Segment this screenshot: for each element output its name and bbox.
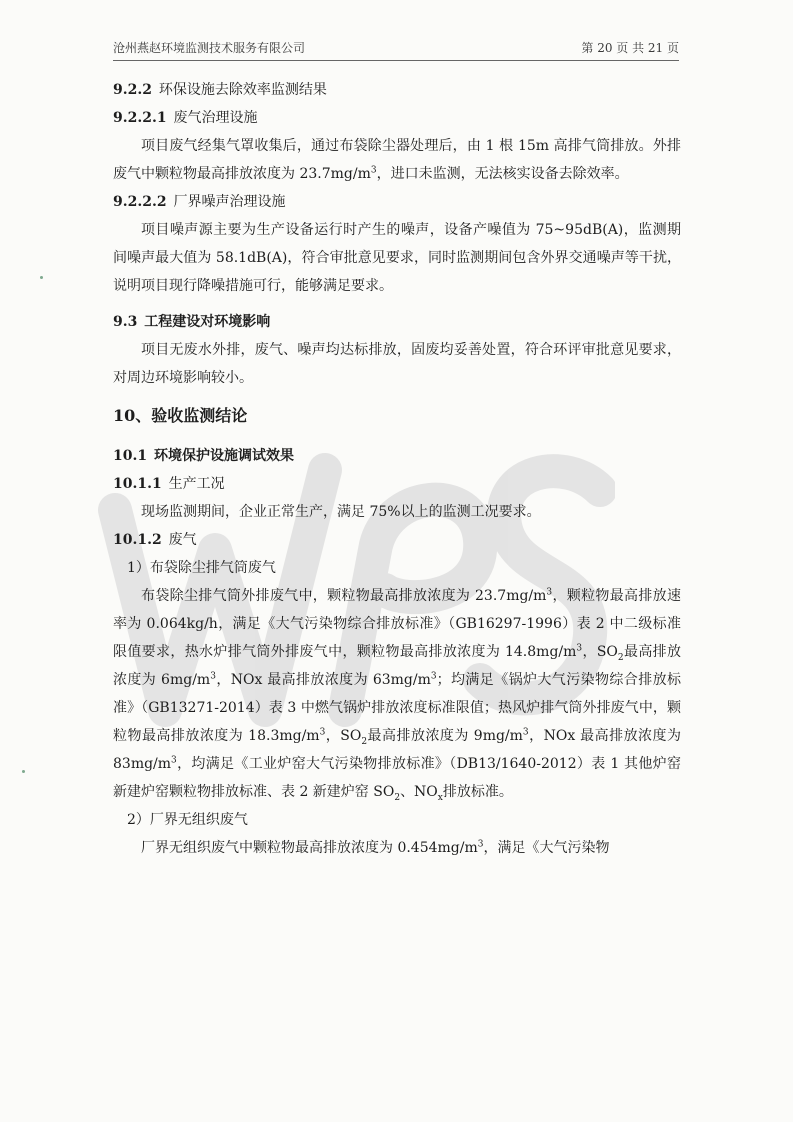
heading-title: 生产工况: [168, 476, 225, 492]
paragraph-exhaust-treatment: 项目废气经集气罩收集后，通过布袋除尘器处理后，由 1 根 15m 高排气筒排放。外排废气中颗粒物最高排放浓度为 $23.7mg/m^3$，进口未监测，无法核实设备去除效率。: [113, 138, 681, 182]
heading-number: 9.2.2.1: [113, 110, 167, 126]
paragraph-noise-treatment: 项目噪声源主要为生产设备运行时产生的噪声，设备产噪值为 75~95dB(A)，监测期间噪声最大值为 58.1dB(A)，符合审批意见要求，同时监测期间包含外界交通噪声等干扰，说明项目现行降噪措施可行，能够满足要求。: [113, 222, 681, 294]
heading-number: 10.1: [113, 448, 148, 464]
heading-title: 废气: [168, 532, 197, 548]
heading-10-1-1: [113, 470, 681, 498]
heading-number: 9.2.2.2: [113, 194, 167, 210]
paragraph-environment-impact: 项目无废水外排，废气、噪声均达标排放，固废均妥善处置，符合环评审批意见要求，对周边环境影响较小。: [113, 342, 681, 386]
list-item-fugitive-title: 2）厂界无组织废气: [127, 812, 248, 828]
scan-speck: [22, 770, 25, 773]
heading-number: 9.2.2: [113, 82, 152, 98]
heading-title: 环境保护设施调试效果: [153, 448, 294, 464]
page-header: [113, 36, 679, 61]
heading-9-2-2: [113, 76, 681, 104]
header-page-number: 第 20 页 共 21 页: [581, 41, 679, 55]
heading-title: 工程建设对环境影响: [144, 314, 271, 330]
list-item-baghouse-title: 1）布袋除尘排气筒废气: [127, 560, 276, 576]
scan-speck: [40, 276, 43, 279]
heading-10-1: [113, 442, 681, 470]
document-body: [113, 76, 681, 862]
paragraph-fugitive-exhaust: 厂界无组织废气中颗粒物最高排放浓度为 $0.454mg/m^3$，满足《大气污染物: [141, 839, 610, 856]
paragraph-production-conditions: 现场监测期间，企业正常生产，满足 75%以上的监测工况要求。: [141, 504, 541, 520]
paragraph-baghouse-exhaust: 布袋除尘排气筒外排废气中，颗粒物最高排放浓度为 $23.7mg/m^3$，颗粒物最高排放速率为 0.064kg/h，满足《大气污染物综合排放标准》（GB16297-1996）表 2 中二级标准限值要求，热水炉排气筒外排废气中，颗粒物最高排放浓度为 $14.8mg/m^3$，$SO_2$最高排放浓度为 $6mg/m^3$，NOx 最高排放浓度为 $63mg/m^3$；均满足《锅炉大气污染物综合排放标准》（GB13271-2014）表 3 中燃气锅炉排放浓度标准限值；热风炉排气筒外排废气中，颗粒物最高排放浓度为 $18.3mg/m^3$，$SO_2$最高排放浓度为 $9mg/m^3$，NOx 最高排放浓度为 $83mg/m^3$，均满足《工业炉窑大气污染物排放标准》（DB13/1640-2012）表 1 其他炉窑新建炉窑颗粒物排放标准、表 2 新建炉窑 $SO_2$、$NO_x$排放标准。: [113, 587, 682, 803]
heading-number: 10.1.2: [113, 532, 162, 548]
header-company: 沧州燕赵环境监测技术服务有限公司: [113, 41, 306, 55]
heading-10-1-2: [113, 526, 681, 554]
heading-10: 10、验收监测结论: [113, 406, 248, 425]
heading-number: 10.1.1: [113, 476, 162, 492]
heading-9-2-2-2: [113, 188, 681, 216]
heading-title: 厂界噪声治理设施: [173, 194, 286, 210]
heading-number: 9.3: [113, 314, 138, 330]
heading-title: 废气治理设施: [173, 110, 258, 126]
heading-9-2-2-1: [113, 104, 681, 132]
heading-title: 环保设施去除效率监测结果: [158, 82, 327, 98]
heading-9-3: [113, 308, 681, 336]
